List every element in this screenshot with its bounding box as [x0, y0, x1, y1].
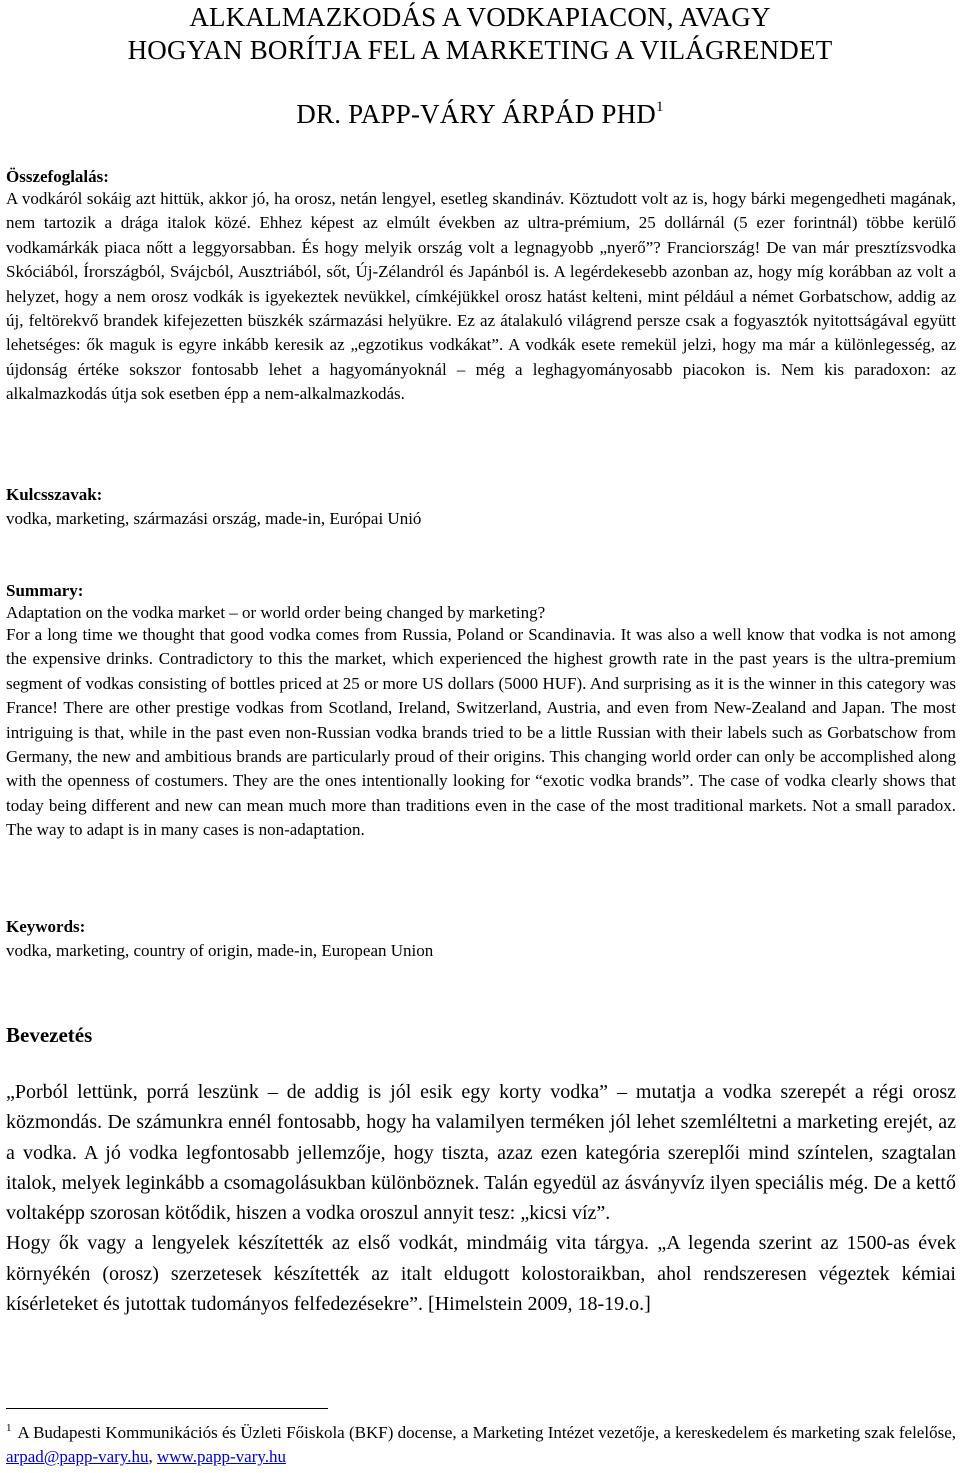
- summary-en-text: For a long time we thought that good vodka comes from Russia, Poland or Scandinavia. It was also a well know that vodka is not among the expensive drinks. Contradictory to this the market, which experienced the highest growth rate in the past years is the ultra-premium segment of vodkas consisting of bottles priced at 25 or more US dollars (5000 HUF). And surprising as it is the winner in this category was France! There are other prestige vodkas from Scotland, Ireland, Switzerland, Austria, and even from New-Zealand and Japan. The most intriguing is that, while in the past even non-Russian vodka brands tried to be a little Russian with their labels such as Gorbatschow from Germany, the new and ambitious brands are particularly proud of their origins. This changing world order can only be accomplished along with the openness of costumers. They are the ones intentionally looking for “exotic vodka brands”. The case of vodka clearly shows that today being different and new can mean much more than traditions even in the case of the most traditional markets. Not a small paradox. The way to adapt is in many cases is non-adaptation.: [6, 625, 956, 840]
- website-link[interactable]: www.papp-vary.hu: [156, 1447, 287, 1466]
- keywords-hu-text: vodka, marketing, származási ország, made-in, Európai Unió: [6, 509, 422, 528]
- keywords-hu-heading: Kulcsszavak:: [6, 485, 103, 504]
- intro-paragraph-1: „Porból lettünk, porrá leszünk – de addig is jól esik egy korty vodka” – mutatja a vodka szerepét a régi orosz közmondás. De számunkra ennél fontosabb, hogy ha valamilyen terméken jól lehet szemléltetni a marketing erejét, az a vodka. A jó vodka legfontosabb jellemzője, hogy tiszta, azaz ezen kategória szereplői mind színtelen, szagtalan italok, melyek leginkább a csomagolásukban különböznek. Talán egyedül az ásványvíz ilyen speciális még. De a kettő voltaképp szorosan kötődik, hiszen a vodka oroszul annyit tesz: „kicsi víz”.: [6, 1081, 956, 1225]
- footnote-separator-text: ,: [148, 1447, 157, 1466]
- abstract-hu-heading: Összefoglalás:: [6, 167, 109, 186]
- intro-heading: Bevezetés: [6, 1023, 93, 1047]
- footnote-text: A Budapesti Kommunikációs és Üzleti Főiskola (BKF) docense, a Marketing Intézet vezetője, a kereskedelem és marketing szak felelőse,: [17, 1423, 956, 1442]
- intro-paragraph-2: Hogy ők vagy a lengyelek készítették az első vodkát, mindmáig vita tárgya. „A legenda szerint az 1500-as évek környékén (orosz) szerzetesek készítették az italt eldugott kolostoraikban, ahol rendszeresen végeztek kémiai kísérleteket és jutottak tudományos felfedezésekre”. [Himelstein 2009, 18-19.o.]: [6, 1232, 956, 1316]
- summary-en-heading: Summary:: [6, 581, 84, 600]
- title-line-1: ALKALMAZKODÁS A VODKAPIACON, AVAGY: [189, 2, 771, 32]
- author-name: DR. PAPP-VÁRY ÁRPÁD PHD: [296, 99, 656, 129]
- author-line: [0, 99, 960, 130]
- email-link[interactable]: arpad@papp-vary.hu: [6, 1447, 149, 1466]
- footnote: [6, 1421, 956, 1469]
- author-footnote-mark[interactable]: 1: [656, 99, 664, 115]
- summary-en-subtitle: Adaptation on the vodka market – or world order being changed by marketing?: [6, 603, 546, 622]
- title-line-2: HOGYAN BORÍTJA FEL A MARKETING A VILÁGRENDET: [127, 35, 833, 65]
- abstract-hu-text: A vodkáról sokáig azt hittük, akkor jó, ha orosz, netán lengyel, esetleg skandináv. Köztudott volt az is, hogy bárki megengedheti magának, nem tartozik a drága italok közé. Ehhez képest az elmúlt években az ultra-prémium, 25 dollárnál (5 ezer forintnál) többe kerülő vodkamárkák piaca nőtt a leggyorsabban. És hogy melyik ország volt a legnagyobb „nyerő”? Franciország! De van már presztízsvodka Skóciából, Írországból, Svájcból, Ausztriából, sőt, Új-Zélandról és Japánból is. A legérdekesebb azonban az, hogy míg korábban az volt a helyzet, hogy a nem orosz vodkák is igyekeztek nevükkel, címkéjükkel orosz hatást kelteni, mint például a német Gorbatschow, addig az új, feltörekvő brandek kifejezetten büszkék származási helyükre. Ez az átalakuló világrend persze csak a fogyasztók nyitottságával együtt lehetséges: ők maguk is egyre inkább keresik az „egzotikus vodkákat”. A vodkák esete remekül jelzi, hogy ma már a különlegesség, az újdonság értéke sokszor fontosabb lehet a hagyományoknál – még a leghagyományosabb piacokon is. Nem kis paradoxon: az alkalmazkodás útja sok esetben épp a nem-alkalmazkodás.: [6, 189, 956, 404]
- keywords-en-text: vodka, marketing, country of origin, made-in, European Union: [6, 941, 434, 960]
- footnote-separator: [6, 1408, 328, 1409]
- footnote-number: 1: [6, 1422, 12, 1434]
- intro-body: [6, 1077, 956, 1319]
- keywords-en-heading: Keywords:: [6, 917, 86, 936]
